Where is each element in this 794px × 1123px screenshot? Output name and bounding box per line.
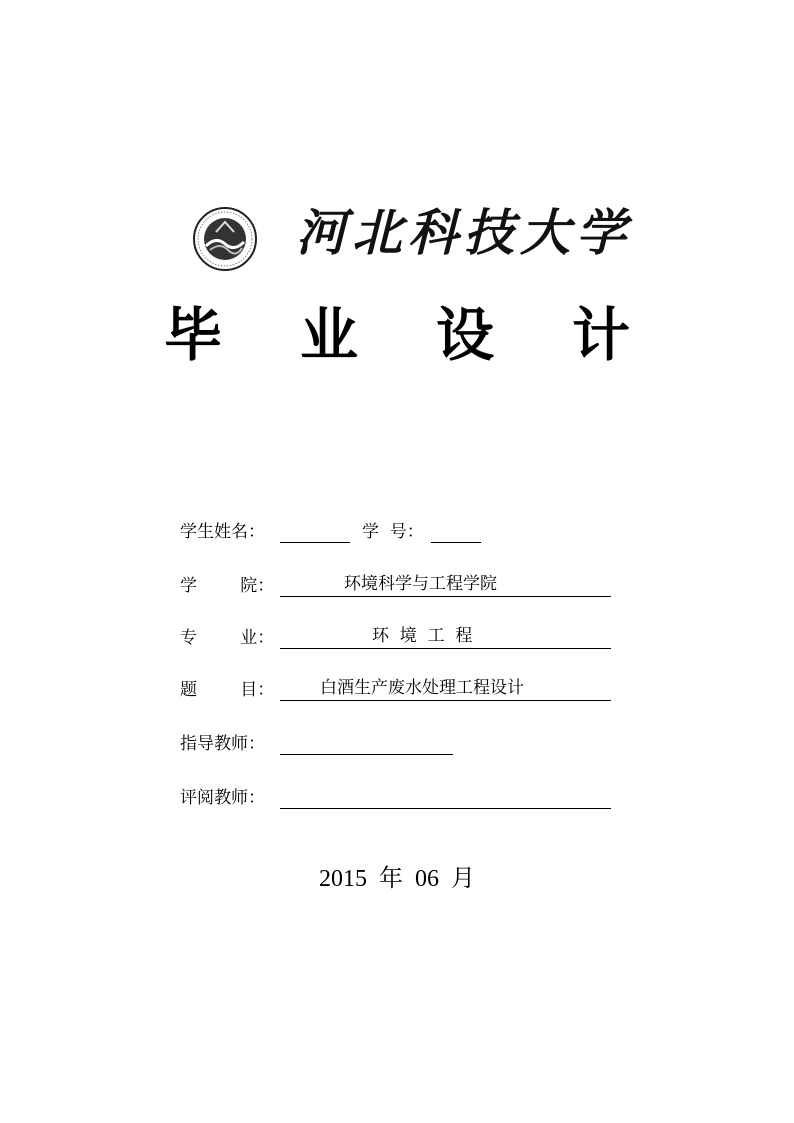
major-row — [180, 626, 473, 650]
page-title: 毕业设计 — [163, 301, 708, 369]
student-name-field[interactable] — [280, 520, 350, 543]
student-id-field[interactable] — [431, 520, 481, 543]
university-name: 河北科技大学 — [296, 203, 632, 262]
university-seal-icon — [192, 206, 258, 272]
topic-field[interactable] — [280, 678, 611, 701]
topic-label: 题 目： — [180, 680, 275, 700]
major-label: 专 业： — [180, 628, 275, 648]
student-id-label: 学 号： — [362, 522, 424, 542]
topic-row — [180, 678, 524, 702]
college-row — [180, 574, 497, 598]
topic-value: 白酒生产废水处理工程设计 — [320, 678, 524, 698]
date: 2015 年 06 月 — [319, 866, 475, 892]
advisor-field[interactable] — [280, 732, 453, 755]
student-name-label: 学生姓名： — [180, 522, 265, 542]
college-value: 环境科学与工程学院 — [344, 574, 497, 594]
reviewer-row — [180, 786, 265, 810]
college-field[interactable] — [280, 574, 611, 597]
student-row — [180, 520, 424, 544]
reviewer-field[interactable] — [280, 786, 611, 809]
major-field[interactable] — [280, 626, 611, 649]
major-value: 环 境 工 程 — [372, 626, 473, 646]
college-label: 学 院： — [180, 576, 275, 596]
reviewer-label: 评阅教师： — [180, 788, 265, 808]
advisor-row — [180, 732, 265, 756]
advisor-label: 指导教师： — [180, 734, 265, 754]
